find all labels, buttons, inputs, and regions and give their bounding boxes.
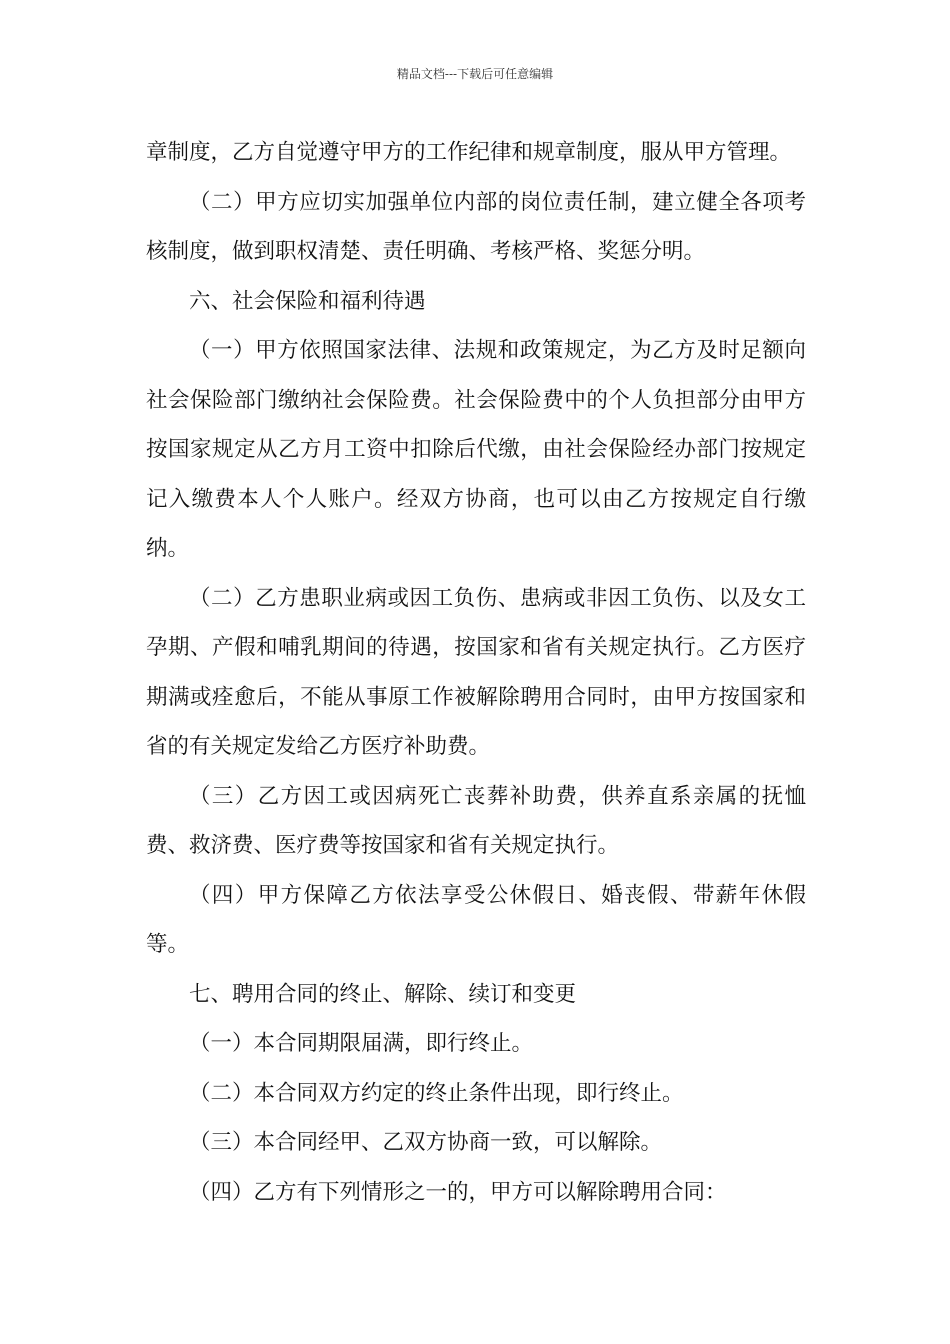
document-body	[146, 128, 806, 1217]
paragraph-5: （三）乙方因工或因病死亡丧葬补助费，供养直系亲属的抚恤费、救济费、医疗费等按国家和省有关规定执行。	[146, 783, 806, 858]
paragraph-1: 章制度，乙方自觉遵守甲方的工作纪律和规章制度，服从甲方管理。	[146, 140, 792, 165]
paragraph-7: （一）本合同期限届满，即行终止。	[189, 1031, 534, 1056]
paragraph-4: （二）乙方患职业病或因工负伤、患病或非因工负伤、以及女工孕期、产假和哺乳期间的待遇，按国家和省有关规定执行。乙方医疗期满或痊愈后，不能从事原工作被解除聘用合同时，由甲方按国家和省的有关规定发给乙方医疗补助费。	[146, 585, 806, 759]
paragraph-8: （二）本合同双方约定的终止条件出现，即行终止。	[189, 1080, 684, 1106]
paragraph-3: （一）甲方依照国家法律、法规和政策规定，为乙方及时足额向社会保险部门缴纳社会保险费。社会保险费中的个人负担部分由甲方按国家规定从乙方月工资中扣除后代缴，由社会保险经办部门按规定记入缴费本人个人账户。经双方协商，也可以由乙方按规定自行缴纳。	[146, 338, 806, 561]
paragraph-10: （四）乙方有下列情形之一的，甲方可以解除聘用合同：	[189, 1179, 727, 1205]
page-header: 精品文档---下载后可任意编辑	[396, 67, 554, 81]
paragraph-9: （三）本合同经甲、乙双方协商一致，可以解除。	[189, 1130, 663, 1155]
section-heading-7: 七、聘用合同的终止、解除、续订和变更	[189, 981, 577, 1007]
paragraph-2: （二）甲方应切实加强单位内部的岗位责任制，建立健全各项考核制度，做到职权清楚、责任明确、考核严格、奖惩分明。	[146, 189, 806, 264]
paragraph-6: （四）甲方保障乙方依法享受公休假日、婚丧假、带薪年休假等。	[146, 882, 806, 957]
section-heading-6: 六、社会保险和福利待遇	[189, 288, 426, 314]
